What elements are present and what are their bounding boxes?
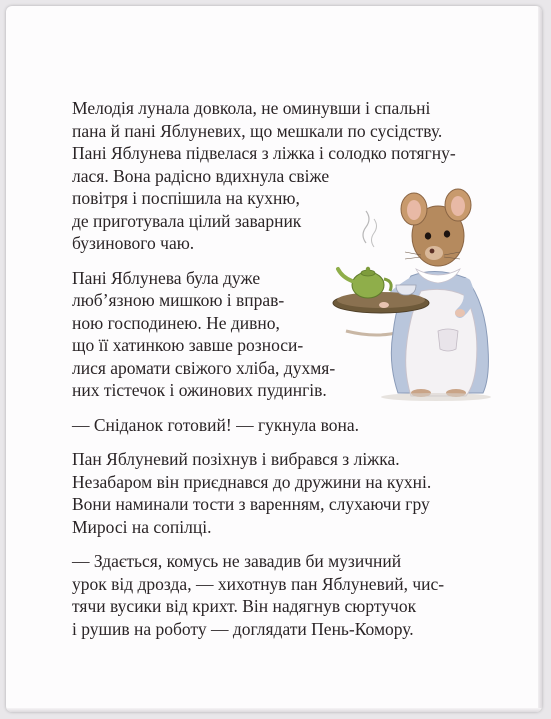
mouse-with-teapot-icon [326, 181, 516, 401]
text-line: Мелодія лунала довкола, не оминувши і спальні [72, 98, 431, 118]
text-line: і рушив на роботу — доглядати Пень-Комору. [72, 618, 414, 639]
text-line: люб’язною мишкою і вправ- [72, 290, 285, 310]
page-edge-bottom [6, 708, 542, 712]
text-line: пана й пані Яблуневих, що мешкали по сусідству. [72, 120, 443, 141]
paragraph [72, 448, 492, 538]
text-line: Незабаром він приєднався до дружини на кухні. [72, 471, 432, 492]
mouse-illustration [326, 181, 516, 401]
text-line: урок від дрозда, — хихотнув пан Яблуневий, чис- [72, 573, 445, 594]
paragraph-gap [72, 402, 492, 414]
text-line: повітря і поспішила на кухню, [72, 188, 300, 208]
text-line: Пані Яблунева була дуже [72, 267, 261, 288]
text-line: Вони наминали тости з варенням, слухаючи гру [72, 494, 430, 514]
text-line: — Сніданок готовий! — гукнула вона. [72, 414, 359, 435]
book-page [6, 6, 542, 712]
text-line: де приготувала цілий заварник [72, 210, 302, 231]
text-line: них тістечок і ожинових пудингів. [72, 380, 327, 400]
text-line: Пані Яблунева підвелася з ліжка і солодко потягну- [72, 143, 456, 163]
text-line: Миросі на сопілці. [72, 516, 212, 537]
paragraph-gap [72, 538, 492, 550]
text-line: — Здається, комусь не завадив би музичний [72, 551, 402, 571]
text-line: лися аромати свіжого хліба, духмя- [72, 357, 336, 378]
text-line: лася. Вона радісно вдихнула свіже [72, 165, 330, 186]
text-line: тячи вусики від крихт. Він надягнув сюртучок [72, 596, 417, 616]
text-line: Пан Яблуневий позіхнув і вибрався з ліжка. [72, 449, 400, 469]
page-edge-right [538, 6, 542, 712]
paragraph [72, 414, 492, 437]
text-line: бузинового чаю. [72, 233, 195, 253]
text-line: ною господинею. Не дивно, [72, 312, 280, 333]
paragraph-gap [72, 436, 492, 448]
paragraph [72, 550, 492, 640]
text-line: що її хатинкою завше розноси- [72, 335, 304, 355]
